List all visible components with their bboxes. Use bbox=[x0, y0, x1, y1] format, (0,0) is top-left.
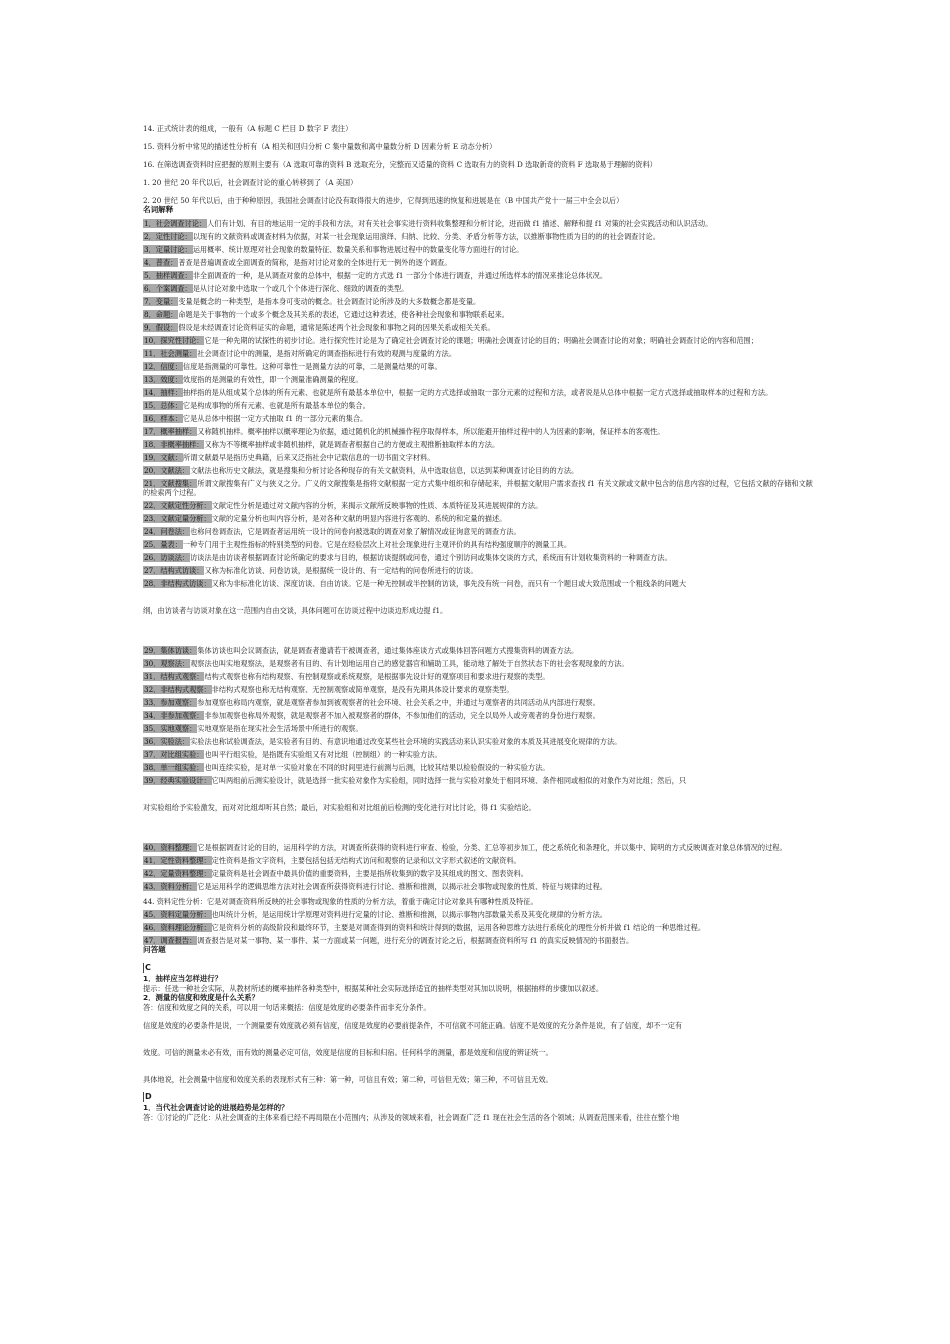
term-entry bbox=[143, 375, 813, 384]
term-entry bbox=[143, 514, 813, 523]
term-definition: 非参加观察也称局外观察，就是观察者不加入被观察者的群体，不参加他们的活动，完全以局外人或旁观者的身份进行观察。 bbox=[204, 711, 600, 720]
term-label: 45．资料定量分析： bbox=[144, 910, 211, 919]
question-title: 2．测量的信度和效度是什么关系？ bbox=[143, 993, 260, 1002]
term-entry bbox=[143, 737, 813, 746]
term-entry bbox=[143, 323, 813, 332]
term-entry bbox=[143, 258, 813, 267]
term-label: 21．文献搜集： bbox=[144, 479, 197, 488]
term-definition: 定性资料是指文字资料，主要包括包括无结构式访问和观察的记录和以文字形式叙述的文献资料。 bbox=[211, 856, 521, 865]
term-label: 25．量表： bbox=[144, 540, 182, 549]
term-entry bbox=[143, 527, 813, 536]
term-label: 23．文献定量分析： bbox=[144, 514, 211, 523]
term-entry bbox=[143, 910, 813, 919]
term-definition: 结构式观察也称有结构观察、有控制观察或系统观察，是根据事先设计好的观察项目和要求进行观察的类型。 bbox=[204, 672, 550, 681]
term-definition: 集体访谈也叫会议调查法，就是调查者邀请若干被调查者，通过集体座谈方式或集体回答问题方式搜集资料的调查方法。 bbox=[197, 646, 579, 655]
term-definition: 一种专门用于主观性指标的特别类型的问卷。它是在经验层次上对社会现象进行主观评价的具有结构强度顺序的测量工具。 bbox=[182, 540, 572, 549]
term-entry bbox=[143, 923, 813, 932]
intro-line: 15. 资料分析中常见的描述性分析有（A 相关和回归分析 C 集中量数和离中量数分析 D 因素分析 E 动态分析） bbox=[143, 142, 497, 151]
term-definition: 它是从总体中根据一定方式抽取 f1 的一部分元素的集合。 bbox=[182, 414, 368, 423]
term-entry bbox=[143, 685, 813, 694]
term-entry bbox=[143, 750, 813, 759]
term-definition: 文献定性分析是通过对文献内容的分析，来揭示文献所反映事物的性质、本质特征及其进展规律的方法。 bbox=[211, 501, 543, 510]
term-entry bbox=[143, 724, 813, 733]
term-entry bbox=[143, 843, 813, 852]
term-label: 20．文献法： bbox=[144, 466, 190, 475]
term-definition: 又称为非标准化访谈、深度访谈、自由访谈。它是一种无控制或半控制的访谈，事先没有统一问卷，而只有一个题目或大致范围或一个粗线条的问题大 bbox=[211, 579, 687, 588]
term-label: 33．参加观察： bbox=[144, 698, 197, 707]
term-definition: 社会调查讨论中的测量，是指对所确定的调查指标进行有效的观测与度量的方法。 bbox=[197, 349, 457, 358]
term-entry bbox=[143, 776, 813, 785]
term-entry bbox=[143, 310, 813, 319]
term-label: 11．社会测量： bbox=[144, 349, 197, 358]
term-label: 37．对比组实验： bbox=[144, 750, 204, 759]
term-definition: 人们有计划、有目的地运用一定的手段和方法，对有关社会事实进行资料收集整理和分析讨论，进而做 f1 描述、解释和提 f1 对策的社会实践活动和认识活动。 bbox=[207, 219, 713, 228]
term-label: 17．概率抽样： bbox=[144, 427, 197, 436]
term-definition: 运用概率、统计原理对社会现象的数量特征、数量关系和事物进展过程中的数量变化等方面进行的讨论。 bbox=[192, 245, 524, 254]
term-definition: 它是运用科学的逻辑思维方法对社会调查所获得资料进行讨论、推断和推测，以揭示社会事物或现象的性质、特征与规律的过程。 bbox=[197, 882, 607, 891]
term-label: 18．非概率抽样： bbox=[144, 440, 204, 449]
term-label: 24．问卷法： bbox=[144, 527, 190, 536]
intro-line: 14. 正式统计表的组成，一般有（A 标题 C 栏目 D 数字 F 表注） bbox=[143, 124, 353, 133]
question-title: 1．抽样应当怎样进行？ bbox=[143, 974, 223, 983]
term-definition: 它是根据调查讨论的目的，运用科学的方法，对调查所获得的资料进行审查、检验，分类、汇总等初步加工，使之系统化和条理化，并以集中、简明的方式反映调查对象总体情况的过程。 bbox=[197, 843, 787, 852]
term-entry bbox=[143, 646, 813, 655]
intro-line: 16. 在筛选调查资料时应把握的原则主要有（A 选取可靠的资料 B 选取充分，完整而又适量的资料 C 选取有力的资料 D 选取新奇的资料 F 选取易于理解的资料） bbox=[143, 160, 657, 169]
term-definition: 命题是关于事物的一个或多个概念及其关系的表述，它通过这种表述，使各种社会现象和事物联系起来。 bbox=[178, 310, 509, 319]
term-definition: 它是构成事物的所有元素、也就是所有最基本单位的集合。 bbox=[182, 401, 370, 410]
term-definition: 所谓文献最早是指历史典籍，后来又泛指社会中记载信息的一切书面文字材料。 bbox=[182, 453, 435, 462]
term-definition: 调查报告是对某一事物、某一事件、某一方面或某一问题，进行充分的调查讨论之后，根据调查资料所写 f1 的真实反映情况的书面报告。 bbox=[197, 936, 634, 945]
term-label: 26．访谈法： bbox=[144, 553, 190, 562]
term-label: 4．普查： bbox=[144, 258, 178, 267]
term-entry bbox=[143, 245, 813, 254]
term-label: 2．定性讨论： bbox=[144, 232, 192, 241]
term-entry bbox=[143, 566, 813, 575]
section-heading-qa: 问答题 bbox=[143, 945, 166, 954]
term-entry bbox=[143, 936, 813, 945]
term-entry bbox=[143, 453, 813, 462]
intro-line: 2. 20 世纪 50 年代以后，由于种种原因，我国社会调查讨论没有取得很大的进步，它得到迅速的恢复和进展是在（B 中国共产党十一届三中全会以后） bbox=[143, 196, 624, 205]
term-definition: 是从讨论对象中选取一个或几个个体进行深化、细致的调查的类型。 bbox=[192, 284, 409, 293]
term-entry bbox=[143, 219, 813, 228]
document-page bbox=[143, 124, 813, 1122]
term-definition: 又称为标准化访谈、问卷访谈，是根据统一设计的、有一定结构的问卷所进行的访谈。 bbox=[204, 566, 478, 575]
term-label: 7．变量： bbox=[144, 297, 178, 306]
term-label: 15．总体： bbox=[144, 401, 182, 410]
term-label: 1．社会调查讨论： bbox=[144, 219, 207, 228]
answer-text: 答：①讨论的广泛化：从社会调查的主体来看已经不再局限在小范围内；从涉及的领域来看，社会调查广泛 f1 现在社会生活的各个领域；从调查范围来看，往往在整个地 bbox=[143, 1113, 680, 1122]
plain-term-line: 44. 资料定性分析：它是对调查资料所反映的社会事物或现象的性质的分析方法，着重于确定讨论对象具有哪种性质及特征。 bbox=[143, 897, 538, 906]
term-entry bbox=[143, 501, 813, 510]
term-label: 27．结构式访谈： bbox=[144, 566, 204, 575]
term-definition: 非全面调查的一种，是从调查对象的总体中，根据一定的方式选 f1 一部分个体进行调查，并通过所选样本的情况来推论总体状况。 bbox=[192, 271, 608, 280]
term-label: 47．调查报告： bbox=[144, 936, 197, 945]
term-label: 5．抽样调查： bbox=[144, 271, 192, 280]
term-label: 32．非结构式观察： bbox=[144, 685, 211, 694]
term-label: 29．集体访谈： bbox=[144, 646, 197, 655]
section-heading-terms: 名词解释 bbox=[143, 205, 174, 214]
term-definition: 信度是指测量的可靠性。这种可靠性一是测量方法的可靠，二是测量结果的可靠。 bbox=[182, 362, 442, 371]
term-entry bbox=[143, 401, 813, 410]
intro-section bbox=[143, 124, 813, 205]
answer-text: 具体地说，社会测量中信度和效度关系的表现形式有三种：第一种，可信且有效；第二种，可信但无效；第三种，不可信且无效。 bbox=[143, 1075, 553, 1084]
term-label: 19．文献： bbox=[144, 453, 182, 462]
term-entry bbox=[143, 540, 813, 549]
term-definition: 参加观察也称局内观察，就是观察者参加到被观察者的社会环境、社会关系之中，并通过与观察者的共同活动从内部进行观察。 bbox=[197, 698, 600, 707]
answer-text: 效度。可信的测量未必有效，而有效的测量必定可信，效度是信度的目标和归宿。任何科学的测量，都是效度和信度的辨证统一。 bbox=[143, 1048, 553, 1057]
letter-marker-d: D bbox=[145, 1092, 152, 1101]
term-definition: 假设是未经调查讨论资料证实的命题，通常是陈述两个社会现象和事物之间的因果关系或相关关系。 bbox=[178, 323, 495, 332]
term-label: 22．文献定性分析： bbox=[144, 501, 211, 510]
term-label: 35．实地观察： bbox=[144, 724, 197, 733]
term-entry bbox=[143, 763, 813, 772]
term-entry bbox=[143, 388, 813, 397]
term-label: 42．定量资料整理： bbox=[144, 869, 211, 878]
term-label: 36．实验法： bbox=[144, 737, 190, 746]
term-definition: 非结构式观察也称无结构观察、无控制观察或简单观察，是没有先期具体设计要求的观察类型。 bbox=[211, 685, 514, 694]
term-definition: 文献的定量分析也叫内容分析，是对各种文献的明显内容进行客观的、系统的和定量的描述。 bbox=[211, 514, 507, 523]
answer-text: 答：信度和效度之间的关系，可以用一句话来概括：信度是效度的必要条件而非充分条件。 bbox=[143, 1003, 431, 1012]
term-definition: 实验法也称试验调查法，是实验者有目的、有意识地通过改变某些社会环境的实践活动来认识实验对象的本质及其进展变化规律的方法。 bbox=[190, 737, 622, 746]
terms-list bbox=[143, 219, 813, 588]
term-definition: 访谈法是由访谈者根据调查讨论所确定的要求与目的，根据访谈提纲或问卷，通过个别访问或集体交谈的方式，系统而有计划收集资料的一种调查方法。 bbox=[190, 553, 672, 562]
term-label: 3．定量讨论： bbox=[144, 245, 192, 254]
letter-marker-c: C bbox=[145, 963, 151, 972]
term-definition: 也叫统计分析，是运用统计学原理对资料进行定量的讨论、推断和推测，以揭示事物内部数量关系及其变化规律的分析方法。 bbox=[211, 910, 607, 919]
term-entry bbox=[143, 349, 813, 358]
term-label: 41．定性资料整理： bbox=[144, 856, 211, 865]
term-definition: 又称为不等概率抽样或非随机抽样，就是调查者根据自己的方便或主观推断抽取样本的方法。 bbox=[204, 440, 500, 449]
term-label: 40．资料整理： bbox=[144, 843, 197, 852]
term-definition: 观察法也叫实地观察法，是观察者有目的、有计划地运用自己的感觉器官和辅助工具，能动地了解处于自然状态下的社会客观现象的方法。 bbox=[190, 659, 629, 668]
term-entry bbox=[143, 271, 813, 280]
term-definition: 定量资料是社会调查中最具价值的重要资料，主要是指所收集到的数字及其组成的图文、图表资料。 bbox=[211, 869, 528, 878]
answer-text: 提示：任选一种社会实际，从教材所述的概率抽样各种类型中，根据某种社会实际选择适宜的抽样类型对其加以说明，根据抽样的步骤加以叙述。 bbox=[143, 984, 604, 993]
term-entry bbox=[143, 362, 813, 371]
question-title: 1．当代社会调查讨论的进展趋势是怎样的？ bbox=[143, 1103, 289, 1112]
term-entry bbox=[143, 711, 813, 720]
term-definition: 也叫连续实验，是对单一实验对象在不同的时间里进行前测与后测，比较其结果以检验假设的一种实验方法。 bbox=[204, 763, 550, 772]
term-definition: 它叫两组前后测实验设计，就是选择一批实验对象作为实验组，同时选择一批与实验对象处于相同环境、条件相同或相似的对象作为对比组；然后，只 bbox=[211, 776, 687, 785]
term-label: 31．结构式观察： bbox=[144, 672, 204, 681]
term-entry bbox=[143, 232, 813, 241]
term-label: 16．样本： bbox=[144, 414, 182, 423]
term-entry bbox=[143, 579, 813, 588]
term-definition: 文献法也称历史文献法，就是搜集和分析讨论各种现存的有关文献资料，从中选取信息，以达到某种调查讨论目的的方法。 bbox=[190, 466, 579, 475]
term-entry bbox=[143, 856, 813, 865]
term-label: 39．经典实验设计： bbox=[144, 776, 211, 785]
term-definition: 所谓文献搜集有广义与狭义之分。广义的文献搜集是指将文献根据一定方式集中组织和存储起来，并根据文献用户需求查找 f1 有关文献或文献中包含的信息内容的过程，它包括文献的存储和文献的检索两个过程。 bbox=[143, 479, 813, 497]
term-entry bbox=[143, 440, 813, 449]
term-entry bbox=[143, 553, 813, 562]
terms-list bbox=[143, 910, 813, 945]
term-entry bbox=[143, 659, 813, 668]
term-definition: 又称随机抽样。概率抽样以概率理论为依据，通过随机化的机械操作程序取得样本，所以能避开抽样过程中的人为因素的影响，保证样本的客观性。 bbox=[197, 427, 665, 436]
terms-list bbox=[143, 843, 813, 891]
term-entry bbox=[143, 284, 813, 293]
term-label: 13．效度： bbox=[144, 375, 182, 384]
term-label: 34．非参加观察： bbox=[144, 711, 204, 720]
intro-line: 1. 20 世纪 20 年代以后，社会调查讨论的重心转移到了（A 美国） bbox=[143, 178, 358, 187]
term-label: 6．个案调查： bbox=[144, 284, 192, 293]
term-entry bbox=[143, 427, 813, 436]
term-definition: 也叫平行组实验，是指既有实验组又有对比组（控制组）的一种实验方法。 bbox=[204, 750, 442, 759]
term-definition: 效度指的是测量的有效性，即一个测量准确测量的程度。 bbox=[182, 375, 363, 384]
term-entry bbox=[143, 297, 813, 306]
term-entry bbox=[143, 672, 813, 681]
term-continuation: 纲，由访谈者与访谈对象在这一范围内自由交谈，具体问题可在访谈过程中边谈边形成边提 f1。 bbox=[143, 606, 448, 615]
term-label: 10．探究性讨论： bbox=[144, 336, 204, 345]
term-label: 28．非结构式访谈： bbox=[144, 579, 211, 588]
term-label: 46．资料理论分析： bbox=[144, 923, 211, 932]
term-definition: 也称问卷调查法，它是调查者运用统一设计的问卷向被选取的调查对象了解情况或征询意见的调查方法。 bbox=[190, 527, 521, 536]
term-definition: 它是资料分析的高级阶段和最终环节，主要是对调查得到的资料和统计得到的数据，运用各种思维方法进行系统化的理性分析并做 f1 结论的一种思维过程。 bbox=[211, 923, 706, 932]
term-label: 38．单一组实验： bbox=[144, 763, 204, 772]
term-entry bbox=[143, 869, 813, 878]
term-entry bbox=[143, 466, 813, 475]
term-label: 43．资料分析： bbox=[144, 882, 197, 891]
terms-list bbox=[143, 646, 813, 785]
term-definition: 实地观察是指在现实社会生活场景中所进行的观察。 bbox=[197, 724, 363, 733]
term-label: 8．命题： bbox=[144, 310, 178, 319]
term-label: 30．观察法： bbox=[144, 659, 190, 668]
term-entry bbox=[143, 698, 813, 707]
term-definition: 以现有的文献资料或调查材料为依据，对某一社会现象运用演绎、归纳、比较、分类、矛盾分析等方法，以推断事物性质为目的的的社会调查讨论。 bbox=[192, 232, 660, 241]
term-entry bbox=[143, 479, 813, 497]
term-entry bbox=[143, 336, 813, 345]
term-entry bbox=[143, 414, 813, 423]
term-entry bbox=[143, 882, 813, 891]
term-label: 12．信度： bbox=[144, 362, 182, 371]
term-label: 14．抽样： bbox=[144, 388, 182, 397]
term-definition: 变量是概念的一种类型，是指本身可变动的概念。社会调查讨论所涉及的大多数概念都是变量。 bbox=[178, 297, 481, 306]
term-continuation: 对实验组给予实验激发，而对对比组却听其自然；最后，对实验组和对比组前后检测的变化进行对比讨论，得 f1 实验结论。 bbox=[143, 803, 536, 812]
answer-text: 信度是效度的必要条件是说，一个测量要有效度就必须有信度，信度是效度的必要前提条件，不可信就不可能正确。信度不是效度的充分条件是说，有了信度，却不一定有 bbox=[143, 1021, 683, 1030]
term-label: 9．假设： bbox=[144, 323, 178, 332]
term-definition: 抽样指的是从组成某个总体的所有元素、也就是所有最基本单位中，根据一定的方式选择或抽取一部分元素的过程和方法，或者说是从总体中根据一定方式选择或抽取样本的过程和方法。 bbox=[182, 388, 773, 397]
term-definition: 普查是普遍调查或全面调查的简称，是指对讨论对象的全体进行无一例外的逐个调查。 bbox=[178, 258, 452, 267]
term-definition: 它是一种先期的试探性的初步讨论。进行探究性讨论是为了确定社会调查讨论的课题；明确社会调查讨论的目的；明确社会调查讨论的对象；明确社会调查讨论的内容和范围； bbox=[204, 336, 758, 345]
